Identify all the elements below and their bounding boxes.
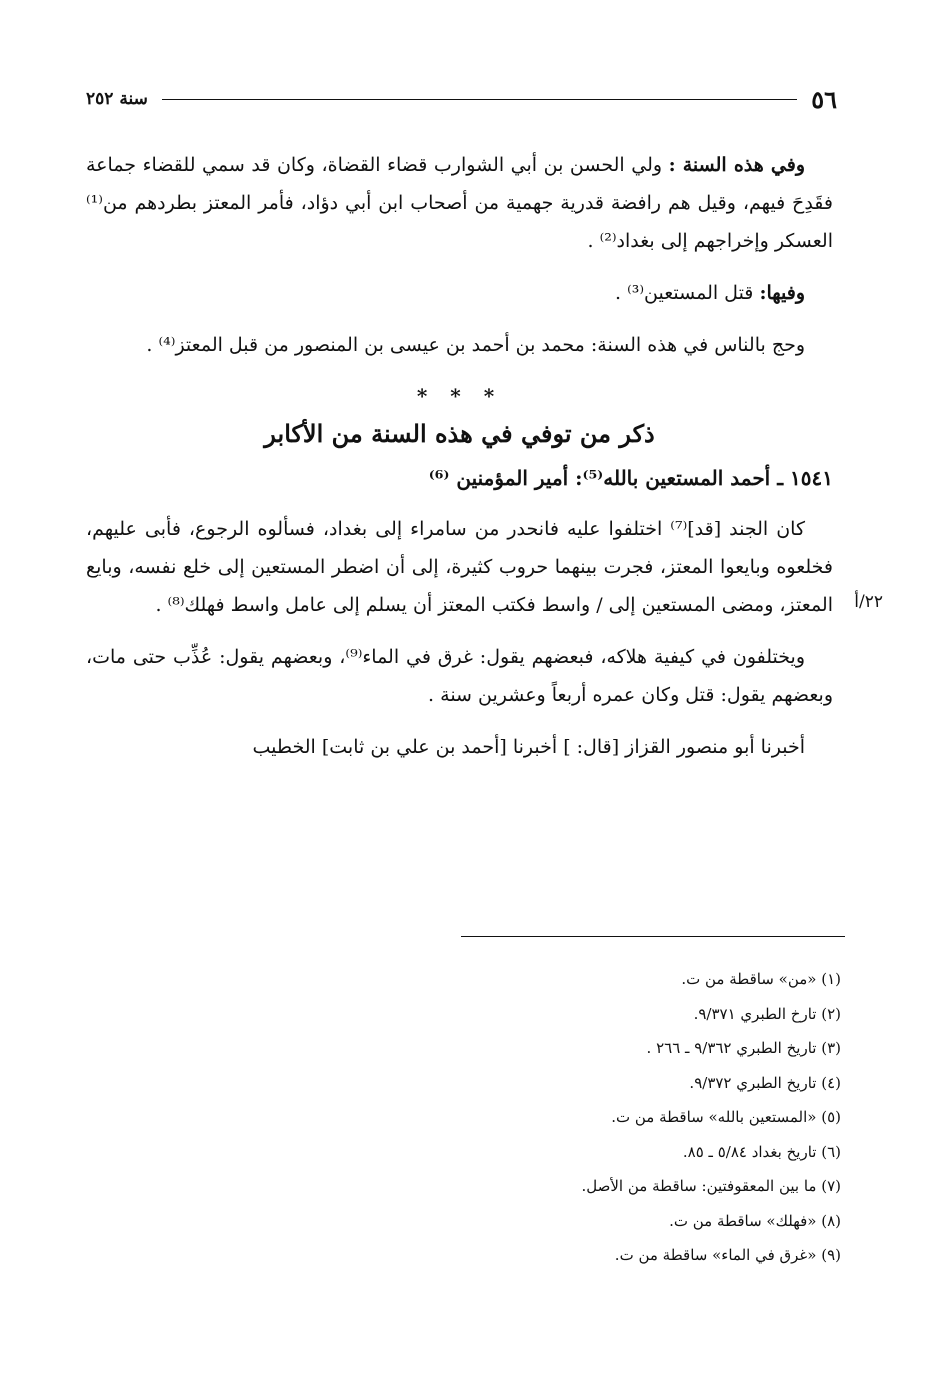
- footnote: (٦) تاريخ بغداد ٥/٨٤ ـ ٨٥.: [682, 1142, 841, 1161]
- paragraph: [86, 146, 833, 260]
- header-rule: [162, 99, 797, 100]
- footnote: (٨) «فهلك» ساقطة من ت.: [669, 1211, 841, 1230]
- running-header: [86, 84, 837, 114]
- entry-paragraph: أخبرنا أبو منصور القزاز [قال: ] أخبرنا [أحمد بن علي بن ثابت] الخطيب: [252, 736, 805, 758]
- running-year: سنة ٢٥٢: [86, 89, 148, 109]
- entry-title: ١٥٤١ ـ أحمد المستعين بالله⁽⁵⁾: أمير المؤمنين ⁽⁶⁾: [428, 466, 833, 490]
- footnote-rule: [461, 936, 845, 937]
- footnote: (١) «من» ساقطة من ت.: [681, 970, 841, 988]
- section-separator: * * *: [416, 384, 503, 408]
- paragraph: [86, 326, 833, 364]
- main-text: [86, 146, 833, 780]
- paragraph-text: ولي الحسن بن أبي الشوارب قضاء القضاة، وكان قد سمي للقضاء جماعة فقَدِحَ فيهم، وقيل هم رافضة قدرية جهمية من أصحاب ابن أبي دؤاد، فأمر المعتز بطردهم من⁽¹⁾ العسكر وإخراجهم إلى بغداد⁽²⁾ .: [86, 154, 833, 252]
- paragraph-text: وحج بالناس في هذه السنة: محمد بن أحمد بن عيسى بن المنصور من قبل المعتز⁽⁴⁾ .: [146, 334, 805, 356]
- footnote: (٧) ما بين المعقوفتين: ساقطة من الأصل.: [581, 1177, 841, 1195]
- paragraph-lead: وفيها:: [759, 282, 805, 304]
- paragraph: [86, 274, 833, 312]
- entry-paragraph: ويختلفون في كيفية هلاكه، فبعضهم يقول: غرق في الماء⁽⁹⁾، وبعضهم يقول: عُذِّب حتى مات، وبعضهم يقول: قتل وكان عمره أربعاً وعشرين سنة .: [86, 646, 833, 706]
- footnote: (٣) تاريخ الطبري ٩/٣٦٢ ـ ٢٦٦ .: [646, 1039, 841, 1057]
- paragraph-text: قتل المستعين⁽³⁾ .: [615, 282, 760, 304]
- section-title: ذكر من توفي في هذه السنة من الأكابر: [264, 419, 655, 448]
- footnote: (٩) «غرق في الماء» ساقطة من ت.: [614, 1246, 841, 1264]
- footnote: (٤) تاريخ الطبري ٩/٣٧٢.: [689, 1073, 841, 1092]
- manuscript-folio-marker: ٢٢/أ: [854, 592, 883, 612]
- footnotes: [361, 962, 841, 1273]
- footnote: (٢) تارخ الطبري ٩/٣٧١.: [693, 1004, 841, 1023]
- footnote: (٥) «المستعين بالله» ساقطة من ت.: [611, 1108, 841, 1126]
- paragraph-lead: وفي هذه السنة :: [668, 154, 805, 176]
- page-number: ٥٦: [811, 84, 837, 114]
- entry-paragraph: كان الجند [قد]⁽⁷⁾ اختلفوا عليه فانحدر من سامراء إلى بغداد، فسألوه الرجوع، فأبى عليهم، فخلعوه وبايعوا المعتز، فجرت بينهما حروب كثيرة، إلى أن اضطر المستعين إلى خلع نفسه، وبايع المعتز، ومضى المستعين إلى / واسط فكتب المعتز أن يسلم إلى عامل واسط فهلك⁽⁸⁾ .: [86, 518, 833, 616]
